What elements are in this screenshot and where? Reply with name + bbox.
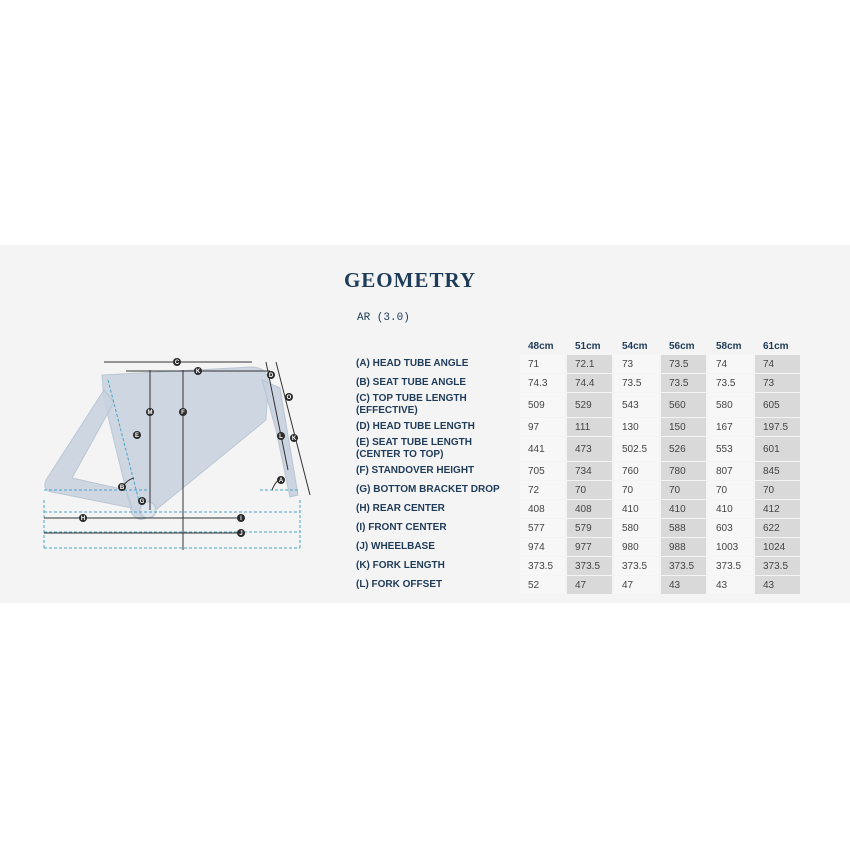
label-l: L bbox=[279, 434, 283, 440]
row-label: (E) SEAT TUBE LENGTH (CENTER TO TOP) bbox=[356, 437, 472, 460]
table-cell: 526 bbox=[661, 437, 706, 461]
row-label: (C) TOP TUBE LENGTH (EFFECTIVE) bbox=[356, 393, 467, 416]
table-cell: 373.5 bbox=[567, 557, 612, 575]
row-label: (I) FRONT CENTER bbox=[356, 522, 447, 533]
table-cell: 72.1 bbox=[567, 355, 612, 373]
table-cell: 988 bbox=[661, 538, 706, 556]
table-cell: 603 bbox=[708, 519, 753, 537]
table-row bbox=[354, 481, 800, 499]
row-label: (H) REAR CENTER bbox=[356, 503, 445, 514]
size-header-blank bbox=[354, 338, 518, 354]
table-cell: 47 bbox=[614, 576, 659, 594]
table-cell: 373.5 bbox=[661, 557, 706, 575]
label-o: O bbox=[286, 395, 292, 401]
table-cell: 71 bbox=[520, 355, 565, 373]
label-c: C bbox=[174, 360, 180, 366]
table-cell: 43 bbox=[755, 576, 800, 594]
table-row bbox=[354, 519, 800, 537]
label-k-top: K bbox=[195, 369, 201, 375]
table-cell: 410 bbox=[708, 500, 753, 518]
table-cell: 560 bbox=[661, 393, 706, 417]
table-cell: 980 bbox=[614, 538, 659, 556]
label-i: I bbox=[240, 516, 242, 522]
table-cell: 605 bbox=[755, 393, 800, 417]
table-cell: 622 bbox=[755, 519, 800, 537]
table-cell: 529 bbox=[567, 393, 612, 417]
row-label: (K) FORK LENGTH bbox=[356, 560, 445, 571]
table-cell: 807 bbox=[708, 462, 753, 480]
label-j: J bbox=[239, 531, 243, 537]
table-cell: 111 bbox=[567, 418, 612, 436]
table-row bbox=[354, 437, 800, 461]
table-cell: 74 bbox=[755, 355, 800, 373]
table-cell: 373.5 bbox=[614, 557, 659, 575]
table-cell: 509 bbox=[520, 393, 565, 417]
table-cell: 167 bbox=[708, 418, 753, 436]
model-name: AR (3.0) bbox=[357, 312, 410, 324]
row-label: (F) STANDOVER HEIGHT bbox=[356, 465, 475, 476]
table-row bbox=[354, 393, 800, 417]
table-cell: 70 bbox=[661, 481, 706, 499]
table-cell: 73 bbox=[755, 374, 800, 392]
table-cell: 734 bbox=[567, 462, 612, 480]
label-h: H bbox=[80, 516, 86, 522]
table-cell: 74.4 bbox=[567, 374, 612, 392]
section-title: GEOMETRY bbox=[343, 268, 477, 292]
size-header: 48cm bbox=[528, 341, 554, 352]
size-header: 61cm bbox=[763, 341, 789, 352]
label-d: D bbox=[268, 373, 274, 379]
table-cell: 760 bbox=[614, 462, 659, 480]
table-cell: 130 bbox=[614, 418, 659, 436]
table-cell: 373.5 bbox=[708, 557, 753, 575]
table-cell: 705 bbox=[520, 462, 565, 480]
table-cell: 74.3 bbox=[520, 374, 565, 392]
table-cell: 73 bbox=[614, 355, 659, 373]
table-cell: 73.5 bbox=[661, 355, 706, 373]
table-cell: 72 bbox=[520, 481, 565, 499]
table-cell: 502.5 bbox=[614, 437, 659, 461]
table-cell: 601 bbox=[755, 437, 800, 461]
table-cell: 845 bbox=[755, 462, 800, 480]
table-cell: 408 bbox=[567, 500, 612, 518]
size-header-row bbox=[354, 338, 800, 354]
table-row bbox=[354, 374, 800, 392]
frame-diagram bbox=[0, 340, 340, 560]
size-header: 54cm bbox=[622, 341, 648, 352]
row-label: (D) HEAD TUBE LENGTH bbox=[356, 421, 475, 432]
table-cell: 197.5 bbox=[755, 418, 800, 436]
table-cell: 70 bbox=[708, 481, 753, 499]
table-cell: 577 bbox=[520, 519, 565, 537]
label-m: M bbox=[147, 410, 153, 416]
table-cell: 1024 bbox=[755, 538, 800, 556]
label-k: K bbox=[291, 436, 297, 442]
table-cell: 543 bbox=[614, 393, 659, 417]
table-row bbox=[354, 538, 800, 556]
label-b: B bbox=[119, 485, 125, 491]
table-cell: 579 bbox=[567, 519, 612, 537]
table-cell: 73.5 bbox=[614, 374, 659, 392]
table-cell: 588 bbox=[661, 519, 706, 537]
table-cell: 73.5 bbox=[708, 374, 753, 392]
label-f: F bbox=[181, 410, 185, 416]
table-cell: 1003 bbox=[708, 538, 753, 556]
size-header: 56cm bbox=[669, 341, 695, 352]
table-cell: 43 bbox=[661, 576, 706, 594]
geometry-panel bbox=[0, 245, 850, 603]
table-cell: 553 bbox=[708, 437, 753, 461]
row-label: (L) FORK OFFSET bbox=[356, 579, 443, 590]
table-cell: 70 bbox=[614, 481, 659, 499]
bike-frame bbox=[45, 367, 298, 519]
geometry-table-body bbox=[354, 355, 800, 594]
table-cell: 780 bbox=[661, 462, 706, 480]
geometry-table bbox=[352, 337, 802, 595]
row-label: (J) WHEELBASE bbox=[356, 541, 435, 552]
table-row bbox=[354, 576, 800, 594]
table-cell: 70 bbox=[755, 481, 800, 499]
table-row bbox=[354, 500, 800, 518]
row-label: (A) HEAD TUBE ANGLE bbox=[356, 358, 469, 369]
table-row bbox=[354, 462, 800, 480]
table-row bbox=[354, 355, 800, 373]
table-cell: 473 bbox=[567, 437, 612, 461]
table-cell: 52 bbox=[520, 576, 565, 594]
table-cell: 70 bbox=[567, 481, 612, 499]
table-cell: 150 bbox=[661, 418, 706, 436]
label-g: G bbox=[139, 499, 145, 505]
label-a: A bbox=[278, 478, 284, 484]
table-cell: 410 bbox=[614, 500, 659, 518]
table-cell: 373.5 bbox=[520, 557, 565, 575]
table-cell: 441 bbox=[520, 437, 565, 461]
table-row bbox=[354, 557, 800, 575]
table-cell: 580 bbox=[708, 393, 753, 417]
table-cell: 408 bbox=[520, 500, 565, 518]
table-cell: 74 bbox=[708, 355, 753, 373]
size-header: 51cm bbox=[575, 341, 601, 352]
table-cell: 410 bbox=[661, 500, 706, 518]
table-cell: 47 bbox=[567, 576, 612, 594]
table-cell: 412 bbox=[755, 500, 800, 518]
table-cell: 373.5 bbox=[755, 557, 800, 575]
table-cell: 977 bbox=[567, 538, 612, 556]
table-row bbox=[354, 418, 800, 436]
table-cell: 43 bbox=[708, 576, 753, 594]
table-cell: 73.5 bbox=[661, 374, 706, 392]
size-header: 58cm bbox=[716, 341, 742, 352]
row-label: (G) BOTTOM BRACKET DROP bbox=[356, 484, 500, 495]
table-cell: 97 bbox=[520, 418, 565, 436]
table-cell: 974 bbox=[520, 538, 565, 556]
row-label: (B) SEAT TUBE ANGLE bbox=[356, 377, 466, 388]
table-cell: 580 bbox=[614, 519, 659, 537]
label-e: E bbox=[134, 433, 140, 439]
